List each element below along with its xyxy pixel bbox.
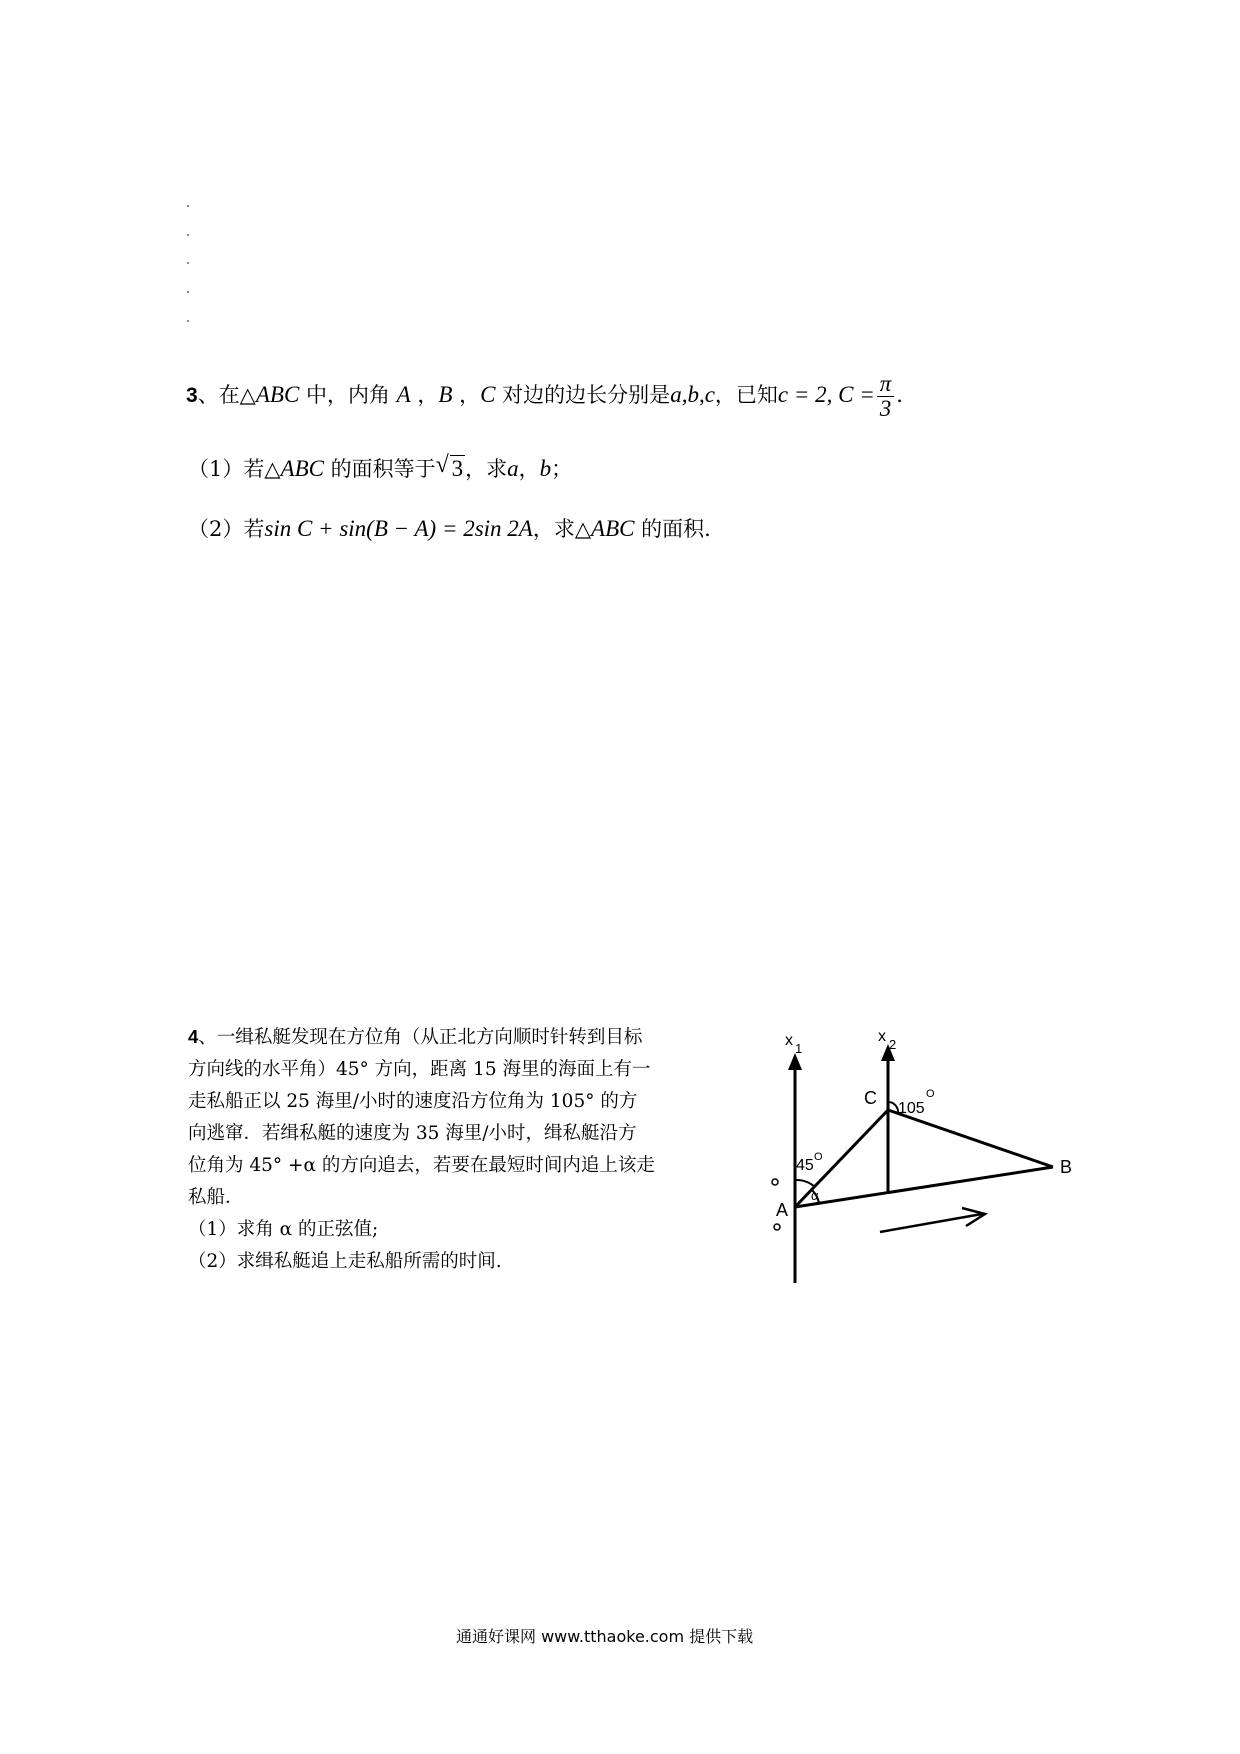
angle-105-label: 105 [898,1100,925,1117]
q3-period: . [896,383,903,407]
q3-part2-end: 的面积. [634,517,711,541]
x1-subscript: 1 [795,1041,803,1056]
q3-comma: ， [452,383,481,407]
q3-part1-prefix: （1）若△ [188,457,281,481]
small-circle-icon [772,1179,778,1185]
point-b-label: B [1060,1157,1073,1177]
q4-line: 位角为 45° +α 的方向追去，若要在最短时间内追上该走 [188,1155,655,1176]
q3-sep: 、 [197,383,219,407]
alpha-label: α [811,1188,819,1203]
q3-part1-comma: ， [518,457,540,481]
degree-mark: O [926,1088,935,1100]
q3-number: 3 [186,384,198,407]
q3-comma: ， [410,383,439,407]
x1-label: x [785,1032,793,1049]
q4-line: 私船． [188,1187,244,1208]
q3-intro: 在△ [218,383,256,407]
q3-text: 对边的边长分别是 [495,383,671,407]
radical-icon: √ [435,452,449,478]
q3-part1-abc: ABC [280,456,324,481]
angle-45-label: 45 [796,1157,814,1174]
q3-part1-b: b [539,456,552,481]
motion-arrow [880,1214,982,1232]
angle-45-arc [795,1180,815,1187]
q4-line: 向逃窜．若缉私艇的速度为 35 海里/小时，缉私艇沿方 [188,1123,637,1144]
q3-part2-abc: ABC [591,516,635,541]
q3-sides: a,b,c [670,382,715,407]
q4-line: 方向线的水平角）45° 方向，距离 15 海里的海面上有一 [188,1059,651,1080]
q3-part1-a: a [507,456,519,481]
x2-subscript: 2 [889,1037,897,1052]
point-c-label: C [864,1088,877,1108]
q3-var-a: A [396,382,411,407]
q3-part2-equation: sin C + sin(B − A) = 2sin 2A [264,516,533,541]
q4-number: 4 [188,1026,199,1047]
q4-sep: 、 [198,1027,217,1048]
q3-denominator: 3 [879,396,892,421]
q4-line: （1）求角 α 的正弦值; [188,1219,379,1240]
q3-text: ，已知 [714,383,778,407]
q3-var-c: C [480,382,496,407]
q4-line: 走私船正以 25 海里/小时的速度沿方位角为 105° 的方 [188,1091,638,1112]
sqrt-argument: 3 [451,456,464,481]
q3-part1-ask: ，求 [465,457,508,481]
q3-part1-end: ； [551,457,573,481]
footer-text: 通通好课网 www.tthaoke.com 提供下载 [456,1627,754,1646]
small-circle-icon [774,1224,780,1230]
q3-part2-prefix: （2）若 [188,517,265,541]
q3-abc: ABC [255,382,300,407]
q3-var-b: B [438,382,453,407]
segment-ab [795,1167,1053,1207]
q4-line: （2）求缉私艇追上走私船所需的时间. [188,1251,502,1272]
q3-pi: π [877,372,895,397]
q4-line-text: 一缉私艇发现在方位角（从正北方向顺时针转到目标 [216,1027,643,1048]
q3-part1-text: 的面积等于 [323,457,436,481]
q3-text: 中，内角 [299,383,397,407]
degree-mark: O [814,1151,823,1163]
x2-label: x [878,1028,886,1045]
q3-part2-ask: ，求△ [532,517,592,541]
q3-given: c = 2, C = [777,382,875,407]
point-a-label: A [776,1200,789,1220]
segment-cb [888,1110,1053,1167]
